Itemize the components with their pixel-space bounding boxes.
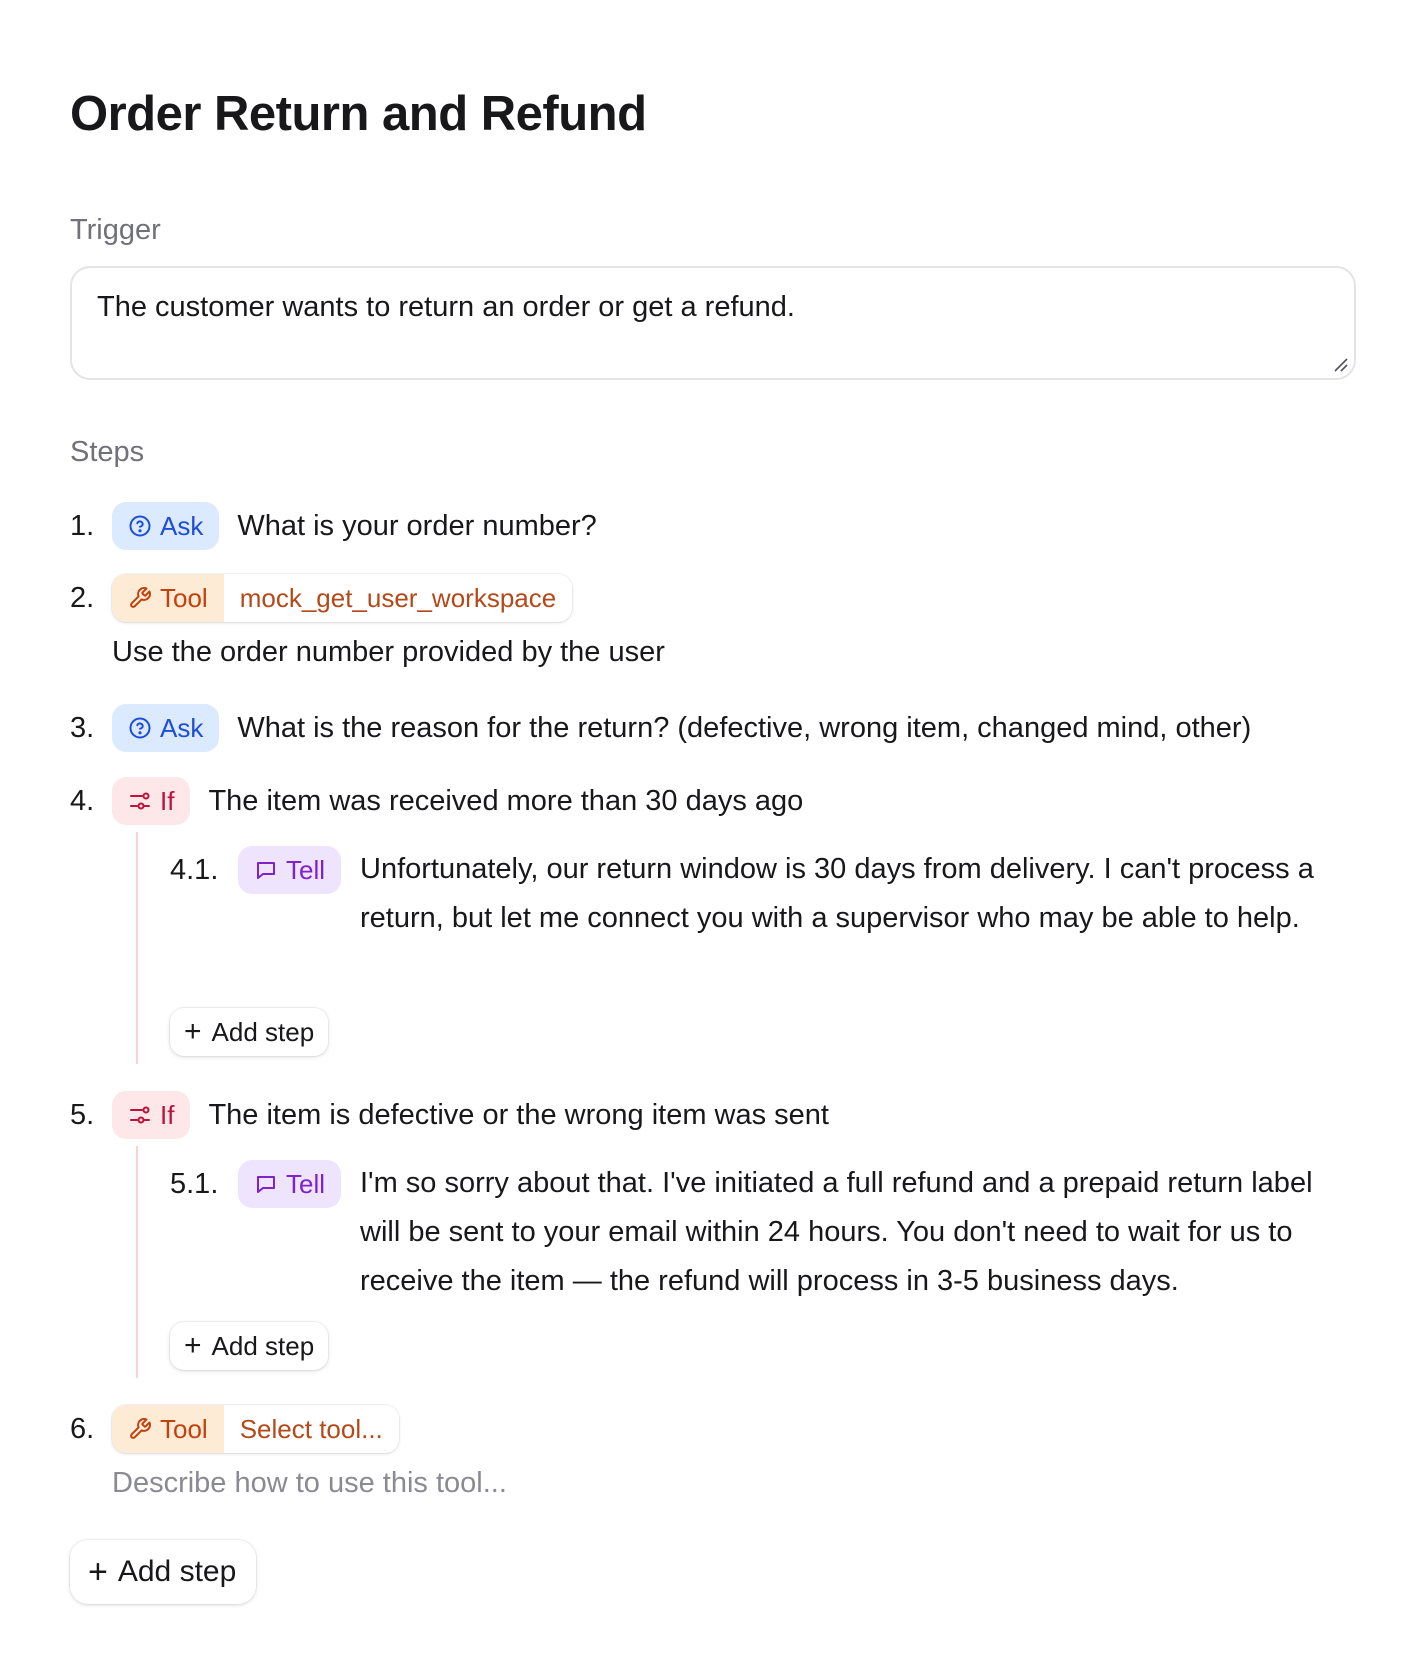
step-number: 4.1. [170, 854, 219, 886]
message-icon [254, 1172, 278, 1196]
plus-icon: + [184, 1015, 202, 1048]
branch-icon [128, 1103, 152, 1127]
step-text[interactable]: What is the reason for the return? (defective, wrong item, changed mind, other) [237, 712, 1252, 744]
steps-label: Steps [70, 436, 145, 468]
step-number: 5. [70, 1099, 95, 1131]
step-4-1 [170, 846, 341, 894]
plus-icon: + [88, 1553, 108, 1591]
step-number: 1. [70, 510, 95, 542]
branch-icon [128, 789, 152, 813]
add-step-button[interactable] [70, 1540, 256, 1604]
if-chip[interactable] [112, 777, 190, 825]
wrench-icon [128, 586, 152, 610]
tool-description[interactable]: Use the order number provided by the user [112, 636, 665, 668]
branch-connector [136, 832, 138, 1064]
add-step-label: Add step [211, 1330, 315, 1361]
step-number: 2. [70, 582, 95, 614]
tell-chip[interactable] [238, 1160, 341, 1208]
question-circle-icon [128, 514, 152, 538]
tell-label: Tell [286, 854, 326, 885]
tool-tag [112, 574, 224, 622]
tool-label: Tool [160, 582, 208, 613]
add-step-label: Add step [211, 1016, 315, 1047]
step-text[interactable]: The item was received more than 30 days ago [208, 785, 804, 817]
tool-description-input[interactable]: Describe how to use this tool... [112, 1467, 507, 1499]
tool-select[interactable]: Select tool... [224, 1405, 399, 1453]
step-3 [70, 704, 1251, 752]
step-text[interactable]: The item is defective or the wrong item was sent [208, 1099, 829, 1131]
tell-text[interactable]: I'm so sorry about that. I've initiated a full refund and a prepaid return label will be sent to your email within 24 hours. You don't need to wait for us to receive the item — the refund will process in 3-5 business days. [360, 1167, 1313, 1297]
ask-chip[interactable] [112, 502, 219, 550]
plus-icon: + [184, 1329, 202, 1362]
step-1 [70, 502, 597, 550]
message-icon [254, 858, 278, 882]
tool-chip[interactable] [112, 574, 572, 622]
tell-label: Tell [286, 1168, 326, 1199]
step-4 [70, 777, 803, 825]
step-5 [70, 1091, 829, 1139]
tool-chip[interactable] [112, 1405, 399, 1453]
trigger-textarea[interactable] [70, 266, 1356, 380]
if-chip[interactable] [112, 1091, 190, 1139]
step-number: 3. [70, 712, 95, 744]
step-6 [70, 1405, 399, 1453]
ask-label: Ask [160, 712, 204, 743]
trigger-text: The customer wants to return an order or get a refund. [97, 291, 795, 323]
step-5-1 [170, 1160, 341, 1208]
add-step-label: Add step [117, 1555, 237, 1588]
tool-select[interactable]: mock_get_user_workspace [224, 574, 573, 622]
add-substep-button[interactable] [170, 1008, 328, 1056]
trigger-label: Trigger [70, 214, 161, 246]
tell-text[interactable]: Unfortunately, our return window is 30 days from delivery. I can't process a return, but let me connect you with a supervisor who may be able to help. [360, 853, 1314, 934]
tool-tag [112, 1405, 224, 1453]
wrench-icon [128, 1417, 152, 1441]
add-substep-button[interactable] [170, 1322, 328, 1370]
branch-connector [136, 1146, 138, 1378]
step-2 [70, 574, 572, 622]
if-label: If [160, 785, 175, 816]
if-label: If [160, 1099, 175, 1130]
tool-label: Tool [160, 1413, 208, 1444]
step-number: 4. [70, 785, 95, 817]
page-title: Order Return and Refund [70, 87, 647, 141]
ask-chip[interactable] [112, 704, 219, 752]
resize-grip-icon[interactable] [1332, 356, 1348, 372]
step-text[interactable]: What is your order number? [237, 510, 597, 542]
step-number: 5.1. [170, 1168, 219, 1200]
question-circle-icon [128, 716, 152, 740]
tell-chip[interactable] [238, 846, 341, 894]
step-number: 6. [70, 1413, 95, 1445]
ask-label: Ask [160, 510, 204, 541]
